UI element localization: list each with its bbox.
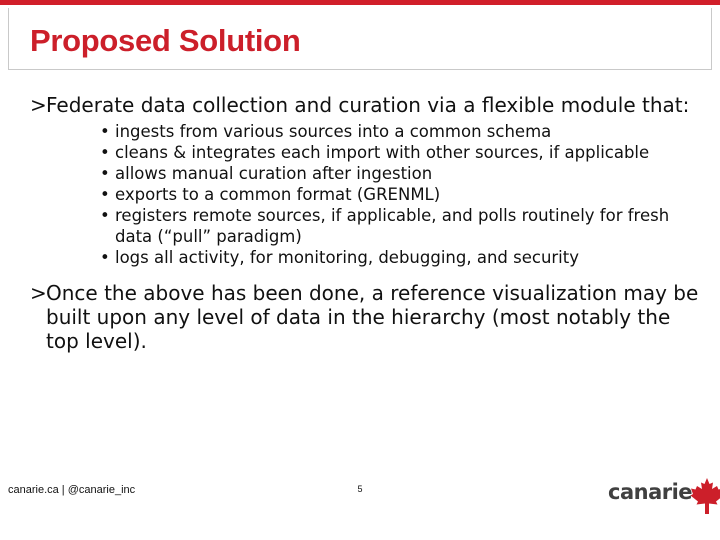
- sub-bullet-text: ingests from various sources into a common schema: [115, 122, 552, 141]
- maple-leaf-icon: [690, 476, 720, 516]
- sub-bullet-dot: •: [100, 206, 110, 225]
- sub-bullet-item: [100, 121, 702, 142]
- bullet-visualization: [30, 281, 702, 353]
- sub-bullet-item: [100, 247, 702, 268]
- sub-bullet-dot: •: [100, 185, 110, 204]
- sub-bullet-text: logs all activity, for monitoring, debugging, and security: [115, 248, 579, 267]
- bullet-marker: >: [30, 281, 47, 305]
- sub-bullet-item: [100, 142, 702, 163]
- sub-bullet-item: [100, 184, 702, 205]
- logo-wordmark: canarie: [608, 480, 693, 504]
- canarie-logo: [608, 478, 720, 514]
- bullet-marker: >: [30, 93, 47, 117]
- slide-footer: [0, 470, 720, 540]
- footer-links[interactable]: canarie.ca | @canarie_inc: [8, 484, 136, 496]
- sub-bullet-dot: •: [100, 248, 110, 267]
- sub-bullet-text: exports to a common format (GRENML): [115, 185, 441, 204]
- slide-body: [30, 93, 702, 353]
- sub-bullet-item: [100, 205, 702, 247]
- sub-bullet-text: allows manual curation after ingestion: [115, 164, 433, 183]
- page-number: 5: [357, 484, 363, 494]
- sub-bullet-dot: •: [100, 122, 110, 141]
- sub-bullet-list: [46, 121, 702, 268]
- bullet-federate: [30, 93, 702, 268]
- slide-title: Proposed Solution: [30, 23, 301, 58]
- bullet-text: Federate data collection and curation via a flexible module that:: [46, 93, 690, 117]
- sub-bullet-text: registers remote sources, if applicable, and polls routinely for fresh data (“pull” paradigm): [115, 206, 670, 246]
- sub-bullet-item: [100, 163, 702, 184]
- sub-bullet-dot: •: [100, 164, 110, 183]
- top-accent-bar: [0, 0, 720, 5]
- sub-bullet-text: cleans & integrates each import with other sources, if applicable: [115, 143, 650, 162]
- bullet-text: Once the above has been done, a reference visualization may be built upon any level of data in the hierarchy (most notably the top level).: [46, 281, 699, 353]
- sub-bullet-dot: •: [100, 143, 110, 162]
